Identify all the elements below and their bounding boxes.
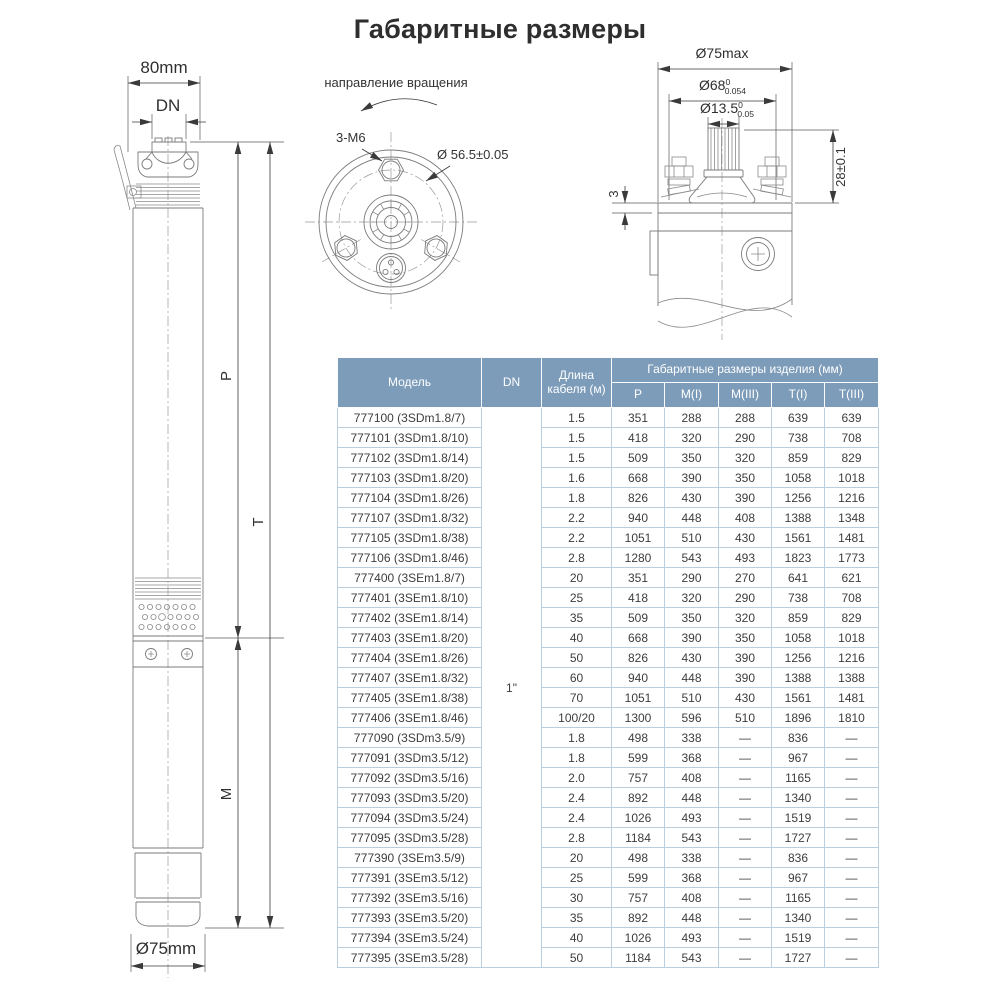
value-cell: 30	[542, 888, 612, 908]
value-cell: —	[719, 788, 772, 808]
model-cell: 777103 (3SDm1.8/20)	[338, 468, 482, 488]
value-cell: 1340	[772, 908, 825, 928]
table-row	[338, 888, 879, 908]
model-cell: 777407 (3SEm1.8/32)	[338, 668, 482, 688]
value-cell: 543	[665, 948, 719, 968]
value-cell: 2.0	[542, 768, 612, 788]
value-cell: 368	[665, 868, 719, 888]
value-cell: 35	[542, 908, 612, 928]
value-cell: 60	[542, 668, 612, 688]
dim-dn-label: DN	[155, 96, 181, 115]
value-cell: 1184	[612, 948, 665, 968]
value-cell: 1340	[772, 788, 825, 808]
value-cell: 390	[719, 668, 772, 688]
table-row	[338, 808, 879, 828]
value-cell: 1.8	[542, 728, 612, 748]
value-cell: 290	[719, 428, 772, 448]
value-cell: 826	[612, 488, 665, 508]
value-cell: 1.8	[542, 748, 612, 768]
bolts-label: 3-M6	[336, 130, 366, 145]
value-cell: 20	[542, 568, 612, 588]
value-cell: 668	[612, 468, 665, 488]
value-cell: 1165	[772, 768, 825, 788]
value-cell: —	[719, 908, 772, 928]
value-cell: 829	[825, 448, 879, 468]
value-cell: 599	[612, 748, 665, 768]
value-cell: 408	[719, 508, 772, 528]
value-cell: 1256	[772, 488, 825, 508]
value-cell: 1216	[825, 648, 879, 668]
model-cell: 777104 (3SDm1.8/26)	[338, 488, 482, 508]
pump-side-view	[114, 58, 284, 978]
value-cell: 351	[612, 568, 665, 588]
value-cell: —	[719, 848, 772, 868]
value-cell: —	[719, 768, 772, 788]
header-tiii: T(III)	[825, 383, 879, 408]
header-model: Модель	[338, 358, 482, 408]
value-cell: 270	[719, 568, 772, 588]
value-cell: 350	[665, 448, 719, 468]
dim-80mm-label: 80mm	[140, 58, 188, 77]
value-cell: 1.5	[542, 428, 612, 448]
value-cell: 1051	[612, 688, 665, 708]
value-cell: 390	[719, 488, 772, 508]
value-cell: 621	[825, 568, 879, 588]
model-cell: 777392 (3SEm3.5/16)	[338, 888, 482, 908]
table-row	[338, 428, 879, 448]
dimension-table	[337, 357, 879, 968]
model-cell: 777091 (3SDm3.5/12)	[338, 748, 482, 768]
header-mi: M(I)	[665, 383, 719, 408]
value-cell: 829	[825, 608, 879, 628]
value-cell: 1727	[772, 828, 825, 848]
value-cell: 351	[612, 408, 665, 428]
value-cell: 350	[719, 628, 772, 648]
value-cell: 350	[665, 608, 719, 628]
value-cell: 2.8	[542, 548, 612, 568]
value-cell: 757	[612, 768, 665, 788]
length-dimensions	[190, 142, 284, 928]
dimension-table-body	[338, 408, 879, 968]
value-cell: 290	[665, 568, 719, 588]
value-cell: 288	[665, 408, 719, 428]
table-row	[338, 928, 879, 948]
terminal-left	[661, 157, 699, 197]
value-cell: 596	[665, 708, 719, 728]
value-cell: —	[825, 928, 879, 948]
model-cell: 777101 (3SDm1.8/10)	[338, 428, 482, 448]
value-cell: 50	[542, 948, 612, 968]
value-cell: 509	[612, 448, 665, 468]
value-cell: 836	[772, 848, 825, 868]
value-cell: 1773	[825, 548, 879, 568]
value-cell: 320	[665, 428, 719, 448]
value-cell: 1.5	[542, 448, 612, 468]
table-row	[338, 728, 879, 748]
dim-3-label: 3	[606, 190, 621, 198]
table-row	[338, 448, 879, 468]
value-cell: 320	[719, 448, 772, 468]
table-row	[338, 608, 879, 628]
value-cell: 836	[772, 728, 825, 748]
dim-75mm-label: Ø75mm	[135, 939, 197, 958]
table-row	[338, 948, 879, 968]
value-cell: —	[825, 888, 879, 908]
model-cell: 777102 (3SDm1.8/14)	[338, 448, 482, 468]
value-cell: 738	[772, 428, 825, 448]
value-cell: 1280	[612, 548, 665, 568]
value-cell: —	[825, 748, 879, 768]
value-cell: 1348	[825, 508, 879, 528]
value-cell: —	[825, 948, 879, 968]
value-cell: 859	[772, 608, 825, 628]
dia-68-label: $Ø68^0$ 0.054	[699, 77, 746, 96]
value-cell: 967	[772, 868, 825, 888]
value-cell: 738	[772, 588, 825, 608]
value-cell: 2.4	[542, 788, 612, 808]
pump-clamp-section	[127, 184, 200, 205]
value-cell: 509	[612, 608, 665, 628]
value-cell: —	[719, 828, 772, 848]
value-cell: —	[719, 868, 772, 888]
pump-lower-ribs	[135, 578, 201, 599]
value-cell: 1810	[825, 708, 879, 728]
value-cell: 1018	[825, 628, 879, 648]
value-cell: 25	[542, 588, 612, 608]
dn-value-cell: 1"	[482, 408, 542, 968]
header-miii: M(III)	[719, 383, 772, 408]
value-cell: 493	[665, 808, 719, 828]
value-cell: 1519	[772, 808, 825, 828]
model-cell: 777105 (3SDm1.8/38)	[338, 528, 482, 548]
dia-13-5-label: Ø13.5$^0$ 0.05	[700, 100, 754, 119]
value-cell: 940	[612, 508, 665, 528]
model-cell: 777391 (3SEm3.5/12)	[338, 868, 482, 888]
value-cell: —	[825, 908, 879, 928]
value-cell: —	[825, 828, 879, 848]
table-row	[338, 788, 879, 808]
value-cell: 70	[542, 688, 612, 708]
model-cell: 777094 (3SDm3.5/24)	[338, 808, 482, 828]
value-cell: 510	[665, 528, 719, 548]
pump-outlet-boss	[152, 138, 186, 152]
value-cell: —	[825, 848, 879, 868]
value-cell: 288	[719, 408, 772, 428]
value-cell: 2.8	[542, 828, 612, 848]
table-row	[338, 828, 879, 848]
value-cell: 1300	[612, 708, 665, 728]
value-cell: 408	[665, 768, 719, 788]
value-cell: 510	[719, 708, 772, 728]
value-cell: 1481	[825, 528, 879, 548]
value-cell: 1.8	[542, 488, 612, 508]
value-cell: 1.5	[542, 408, 612, 428]
value-cell: 25	[542, 868, 612, 888]
value-cell: —	[825, 788, 879, 808]
value-cell: 35	[542, 608, 612, 628]
value-cell: 350	[719, 468, 772, 488]
dim-t-label: T	[250, 517, 267, 527]
value-cell: 641	[772, 568, 825, 588]
value-cell: 1823	[772, 548, 825, 568]
value-cell: 50	[542, 648, 612, 668]
value-cell: 368	[665, 748, 719, 768]
dia-75max-label: Ø75max	[695, 45, 749, 61]
model-cell: 777100 (3SDm1.8/7)	[338, 408, 482, 428]
value-cell: 448	[665, 788, 719, 808]
value-cell: 859	[772, 448, 825, 468]
model-cell: 777390 (3SEm3.5/9)	[338, 848, 482, 868]
value-cell: 448	[665, 508, 719, 528]
table-row	[338, 768, 879, 788]
value-cell: —	[719, 728, 772, 748]
model-cell: 777400 (3SEm1.8/7)	[338, 568, 482, 588]
model-cell: 777404 (3SEm1.8/26)	[338, 648, 482, 668]
value-cell: 1165	[772, 888, 825, 908]
rotation-caption: направление вращения	[324, 75, 468, 90]
value-cell: 408	[665, 888, 719, 908]
dim-28-label: 28±0.1	[833, 147, 848, 187]
table-row	[338, 748, 879, 768]
model-cell: 777406 (3SEm1.8/46)	[338, 708, 482, 728]
model-cell: 777093 (3SDm3.5/20)	[338, 788, 482, 808]
bolt-circle-dia-label: Ø 56.5±0.05	[437, 147, 509, 162]
table-row	[338, 408, 879, 428]
value-cell: 2.2	[542, 508, 612, 528]
value-cell: 940	[612, 668, 665, 688]
value-cell: 493	[665, 928, 719, 948]
value-cell: —	[825, 868, 879, 888]
dimension-table-header	[338, 358, 879, 408]
model-cell: 777393 (3SEm3.5/20)	[338, 908, 482, 928]
motor-top-detail-view	[606, 45, 848, 340]
pump-intake-screen	[139, 604, 199, 629]
value-cell: 390	[665, 628, 719, 648]
value-cell: —	[719, 888, 772, 908]
table-row	[338, 468, 879, 488]
value-cell: 290	[719, 588, 772, 608]
value-cell: 543	[665, 548, 719, 568]
value-cell: 1184	[612, 828, 665, 848]
terminal-right	[753, 157, 791, 197]
value-cell: 708	[825, 428, 879, 448]
table-row	[338, 908, 879, 928]
model-cell: 777090 (3SDm3.5/9)	[338, 728, 482, 748]
value-cell: 892	[612, 788, 665, 808]
value-cell: 338	[665, 848, 719, 868]
model-cell: 777095 (3SDm3.5/28)	[338, 828, 482, 848]
table-row	[338, 568, 879, 588]
value-cell: 338	[665, 728, 719, 748]
table-row	[338, 628, 879, 648]
value-cell: 1026	[612, 928, 665, 948]
value-cell: 892	[612, 908, 665, 928]
model-cell: 777106 (3SDm1.8/46)	[338, 548, 482, 568]
value-cell: 1727	[772, 948, 825, 968]
value-cell: —	[719, 948, 772, 968]
value-cell: —	[719, 748, 772, 768]
value-cell: 2.2	[542, 528, 612, 548]
value-cell: 40	[542, 628, 612, 648]
rotation-arrow	[361, 99, 437, 111]
table-row	[338, 868, 879, 888]
value-cell: 1051	[612, 528, 665, 548]
pump-cable-guard	[114, 146, 136, 211]
model-cell: 777403 (3SEm1.8/20)	[338, 628, 482, 648]
value-cell: 20	[542, 848, 612, 868]
value-cell: 1026	[612, 808, 665, 828]
table-row	[338, 668, 879, 688]
header-ti: T(I)	[772, 383, 825, 408]
model-cell: 777092 (3SDm3.5/16)	[338, 768, 482, 788]
value-cell: 430	[665, 488, 719, 508]
value-cell: 418	[612, 588, 665, 608]
value-cell: 498	[612, 848, 665, 868]
value-cell: —	[825, 768, 879, 788]
value-cell: 757	[612, 888, 665, 908]
value-cell: 448	[665, 668, 719, 688]
value-cell: —	[825, 728, 879, 748]
value-cell: 320	[665, 588, 719, 608]
motor-body	[650, 203, 792, 327]
table-row	[338, 528, 879, 548]
value-cell: 1388	[772, 508, 825, 528]
value-cell: 639	[772, 408, 825, 428]
value-cell: 1388	[825, 668, 879, 688]
value-cell: 1388	[772, 668, 825, 688]
value-cell: 1481	[825, 688, 879, 708]
value-cell: 1058	[772, 468, 825, 488]
rotation-top-view	[305, 75, 508, 312]
value-cell: 1.6	[542, 468, 612, 488]
dim-m-label: M	[218, 787, 235, 801]
table-row	[338, 548, 879, 568]
model-cell: 777402 (3SEm1.8/14)	[338, 608, 482, 628]
value-cell: 498	[612, 728, 665, 748]
value-cell: 639	[825, 408, 879, 428]
value-cell: —	[719, 928, 772, 948]
value-cell: 1519	[772, 928, 825, 948]
value-cell: 418	[612, 428, 665, 448]
model-cell: 777401 (3SEm1.8/10)	[338, 588, 482, 608]
table-row	[338, 708, 879, 728]
value-cell: 668	[612, 628, 665, 648]
table-row	[338, 488, 879, 508]
model-cell: 777395 (3SEm3.5/28)	[338, 948, 482, 968]
value-cell: 100/20	[542, 708, 612, 728]
value-cell: 510	[665, 688, 719, 708]
value-cell: 826	[612, 648, 665, 668]
value-cell: 599	[612, 868, 665, 888]
value-cell: 390	[719, 648, 772, 668]
value-cell: 1561	[772, 688, 825, 708]
value-cell: 493	[719, 548, 772, 568]
value-cell: 2.4	[542, 808, 612, 828]
value-cell: 40	[542, 928, 612, 948]
table-row	[338, 588, 879, 608]
page-title: Габаритные размеры	[353, 14, 647, 44]
value-cell: 1018	[825, 468, 879, 488]
header-cable: Длина кабеля (м)	[542, 358, 612, 408]
value-cell: 320	[719, 608, 772, 628]
value-cell: 430	[719, 688, 772, 708]
value-cell: 543	[665, 828, 719, 848]
header-p: P	[612, 383, 665, 408]
value-cell: 390	[665, 468, 719, 488]
value-cell: 430	[665, 648, 719, 668]
table-row	[338, 508, 879, 528]
table-row	[338, 688, 879, 708]
value-cell: 1256	[772, 648, 825, 668]
value-cell: —	[719, 808, 772, 828]
model-cell: 777107 (3SDm1.8/32)	[338, 508, 482, 528]
value-cell: 430	[719, 528, 772, 548]
dim-p-label: P	[218, 370, 235, 382]
value-cell: 1561	[772, 528, 825, 548]
value-cell: 1058	[772, 628, 825, 648]
header-dimensions-group: Габаритные размеры изделия (мм)	[612, 358, 879, 383]
model-cell: 777394 (3SEm3.5/24)	[338, 928, 482, 948]
model-cell: 777405 (3SEm1.8/38)	[338, 688, 482, 708]
value-cell: 448	[665, 908, 719, 928]
value-cell: 967	[772, 748, 825, 768]
table-row	[338, 648, 879, 668]
value-cell: 1216	[825, 488, 879, 508]
value-cell: —	[825, 808, 879, 828]
table-row	[338, 848, 879, 868]
header-dn: DN	[482, 358, 542, 408]
value-cell: 708	[825, 588, 879, 608]
value-cell: 1896	[772, 708, 825, 728]
